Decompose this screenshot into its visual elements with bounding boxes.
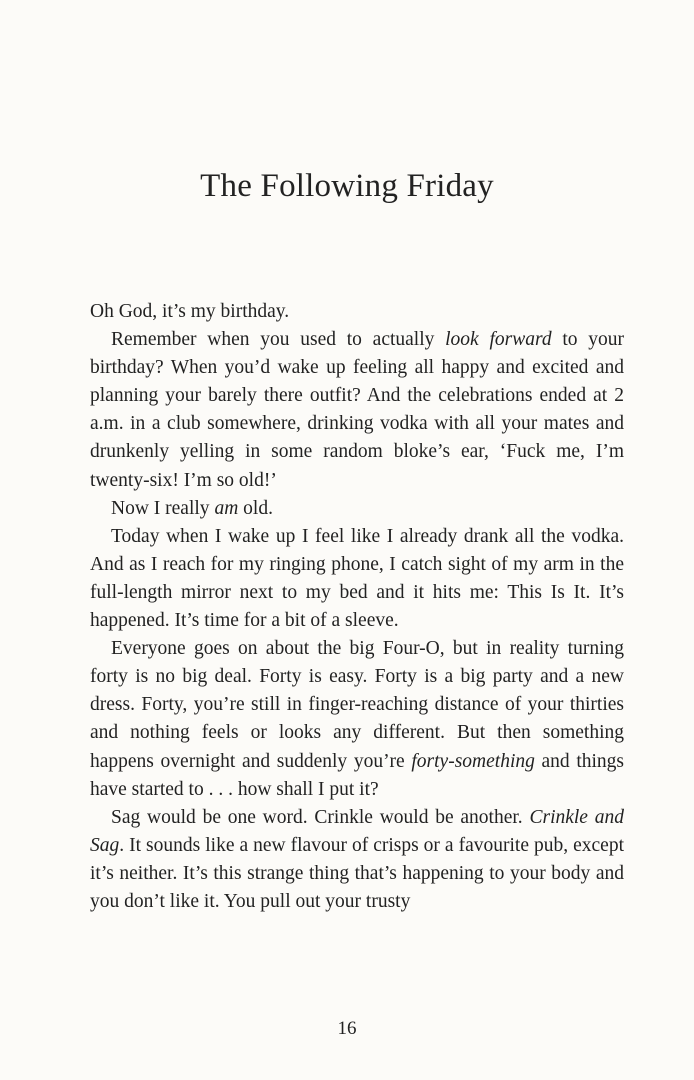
emphasis: am: [214, 497, 239, 519]
body-text: [90, 298, 624, 916]
paragraph: Today when I wake up I feel like I already drank all the vodka. And as I reach for my ringing phone, I catch sight of my arm in the full-length mirror next to my bed and it hits me: This Is It. It’s happened. It’s time for a bit of a sleeve.: [90, 525, 624, 632]
paragraph: Now I really am old.: [111, 497, 273, 519]
page-number: 16: [337, 1018, 357, 1039]
chapter-title: The Following Friday: [200, 168, 494, 204]
emphasis: Crinkle and Sag: [90, 806, 624, 856]
emphasis: forty-something: [411, 750, 535, 772]
paragraph: Remember when you used to actually look forward to your birthday? When you’d wake up feeling all happy and excited and planning your barely there outfit? And the celebrations ended at 2 a.m. in a club somewhere, drinking vodka with all your mates and drunkenly yelling in some random bloke’s ear, ‘Fuck me, I’m twenty-six! I’m so old!’: [90, 329, 624, 491]
emphasis: look forward: [445, 329, 552, 351]
paragraph: Everyone goes on about the big Four-O, but in reality turning forty is no big deal. Forty is easy. Forty is a big party and a new dress. Forty, you’re still in finger-reaching distance of your thirties and nothing feels or looks any different. But then something happens overnight and suddenly you’re forty-something and things have started to . . . how shall I put it?: [90, 638, 624, 800]
paragraph: Oh God, it’s my birthday.: [90, 301, 290, 322]
paragraph: Sag would be one word. Crinkle would be another. Crinkle and Sag. It sounds like a new flavour of crisps or a favourite pub, except it’s neither. It’s this strange thing that’s happening to your body and you don’t like it. You pull out your trusty: [90, 806, 624, 912]
